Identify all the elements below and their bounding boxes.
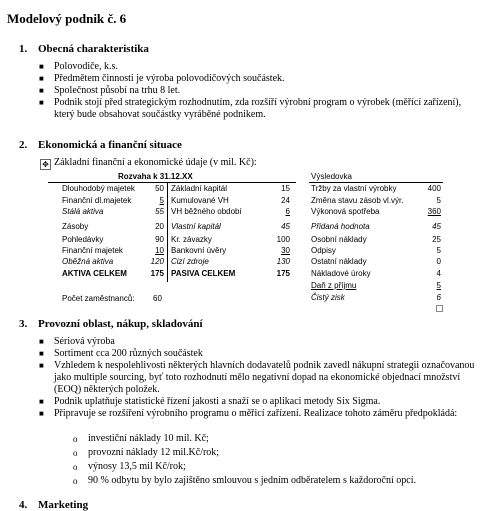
section-title: Marketing bbox=[38, 499, 89, 511]
table-row: Zásoby 20 bbox=[62, 222, 164, 231]
table-row: Cizí zdroje 130 bbox=[171, 257, 290, 266]
table-divider bbox=[167, 182, 168, 282]
table-border bbox=[48, 182, 296, 183]
table-row: Základní kapitál 15 bbox=[171, 184, 290, 193]
table-row-total: PASIVA CELKEM 175 bbox=[171, 269, 290, 278]
table-row: Bankovní úvěry 30 bbox=[171, 246, 290, 255]
list-item: ■ Podnik uplatňuje statistické řízení jakosti a snaží se o aplikaci metody Six Sigma. bbox=[39, 396, 381, 407]
list-item: ■ Polovodiče, k.s. bbox=[39, 61, 118, 72]
section-4-heading bbox=[19, 499, 88, 511]
page-title: Modelový podnik č. 6 bbox=[7, 11, 127, 26]
section-1-heading bbox=[19, 43, 149, 55]
table-row: Kr. závazky 100 bbox=[171, 235, 290, 244]
table-row: Daň z příjmu 5 bbox=[311, 281, 441, 290]
table-row: Finanční dl.majetek 5 bbox=[62, 196, 164, 205]
section-title: Ekonomická a finanční situace bbox=[38, 139, 182, 151]
list-item: ■ Společnost působí na trhu 8 let. bbox=[39, 85, 181, 96]
list-item: ■ Vzhledem k nespolehlivosti některých hlavních dodavatelů podnik zavedl nákupní strategii označovanou jako multiple sourcing, byť toto rozhodnutí mělo negativní dopad na ekonomické objednací množství (EOQ) některých položek. bbox=[39, 360, 475, 395]
section-title: Provozní oblast, nákup, skladování bbox=[38, 318, 203, 330]
sub-list-item: o 90 % odbytu by bylo zajištěno smlouvou s jedním odběratelem s každoroční opcí. bbox=[73, 475, 416, 486]
section-number: 4. bbox=[19, 499, 28, 511]
move-handle-icon[interactable]: ✥ bbox=[40, 159, 51, 170]
sub-list-item: o výnosy 13,5 mil Kč/rok; bbox=[73, 461, 186, 472]
sub-list-item: o provozní náklady 12 mil.Kč/rok; bbox=[73, 447, 220, 458]
table-row: Stálá aktiva 55 bbox=[62, 207, 164, 216]
table-resize-handle-icon[interactable] bbox=[436, 305, 443, 312]
table-intro: Základní finanční a ekonomické údaje (v mil. Kč): bbox=[54, 157, 257, 168]
table-row: Dlouhodobý majetek 50 bbox=[62, 184, 164, 193]
section-number: 2. bbox=[19, 139, 28, 151]
table-row: Výkonová spotřeba 360 bbox=[311, 207, 441, 216]
section-number: 3. bbox=[19, 318, 28, 330]
list-item: ■ Sortiment cca 200 různých součástek bbox=[39, 348, 203, 359]
section-3-heading bbox=[19, 318, 203, 330]
section-2-heading bbox=[19, 139, 182, 151]
balance-title: Rozvaha k 31.12.XX bbox=[118, 172, 193, 181]
section-number: 1. bbox=[19, 43, 28, 55]
table-row: Nákladové úroky 4 bbox=[311, 269, 441, 278]
table-row: Kumulované VH 24 bbox=[171, 196, 290, 205]
table-row: Tržby za vlastní výrobky 400 bbox=[311, 184, 441, 193]
table-row: VH běžného období 6 bbox=[171, 207, 290, 216]
list-item: ■ Předmětem činnosti je výroba polovodičových součástek. bbox=[39, 73, 285, 84]
list-item: ■ Podnik stojí před strategickým rozhodnutím, zda rozšíří výrobní program o výrobek (měřící zařízení), který bude obsahovat součástky vyráběné podnikem. bbox=[39, 97, 462, 120]
table-row: Změna stavu zásob vl.výr. 5 bbox=[311, 196, 441, 205]
table-row: Ostatní náklady 0 bbox=[311, 257, 441, 266]
table-row: Pohledávky 90 bbox=[62, 235, 164, 244]
table-row: Vlastní kapitál 45 bbox=[171, 222, 290, 231]
table-row: Oběžná aktiva 120 bbox=[62, 257, 164, 266]
table-row: Finanční majetek 10 bbox=[62, 246, 164, 255]
table-row: Osobní náklady 25 bbox=[311, 235, 441, 244]
table-row: Přidaná hodnota 45 bbox=[311, 222, 441, 231]
employees-row: Počet zaměstnanců: 60 bbox=[62, 294, 162, 303]
list-item: ■ Připravuje se rozšíření výrobního programu o měřicí zařízení. Realizace tohoto záměru předpokládá: bbox=[39, 408, 458, 419]
table-row: Odpisy 5 bbox=[311, 246, 441, 255]
table-row-total: AKTIVA CELKEM 175 bbox=[62, 269, 164, 278]
section-title: Obecná charakteristika bbox=[38, 43, 149, 55]
sub-list-item: o investiční náklady 10 mil. Kč; bbox=[73, 433, 209, 444]
table-row: Čistý zisk 6 bbox=[311, 293, 441, 302]
list-item: ■ Sériová výroba bbox=[39, 336, 115, 347]
table-border bbox=[309, 182, 443, 183]
income-title: Výsledovka bbox=[311, 172, 352, 181]
